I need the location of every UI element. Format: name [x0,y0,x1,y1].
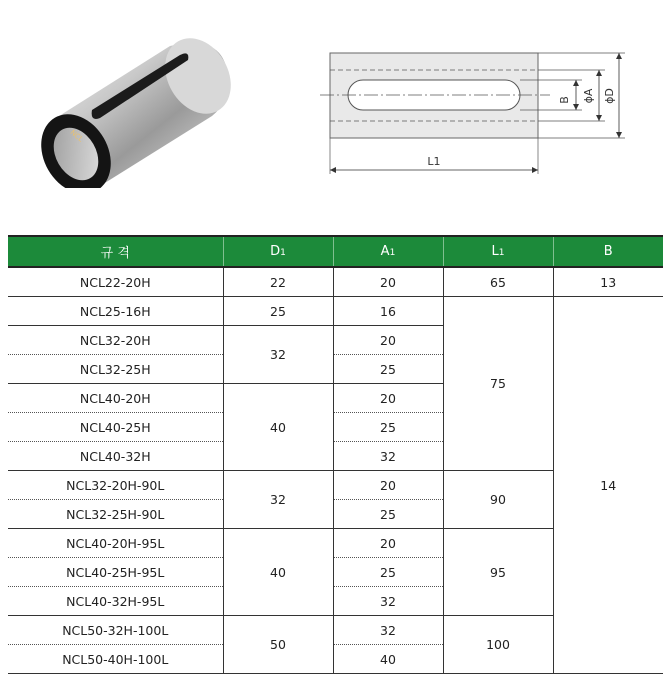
header-l1: L1 [443,236,553,267]
spec-name: NCL40-25H [8,413,223,442]
spec-name: NCL32-25H [8,355,223,384]
product-photo [30,38,235,188]
label-phi-a: ϕA [582,88,595,104]
a1-value: 20 [333,267,443,297]
d1-value: 32 [223,326,333,384]
a1-value: 20 [333,471,443,500]
a1-value: 25 [333,500,443,529]
d1-value: 50 [223,616,333,674]
a1-value: 20 [333,326,443,355]
d1-value: 25 [223,297,333,326]
b-value: 13 [553,267,663,297]
a1-value: 25 [333,413,443,442]
header-a1: A1 [333,236,443,267]
a1-value: 32 [333,587,443,616]
a1-value: 32 [333,442,443,471]
l1-value: 65 [443,267,553,297]
a1-value: 32 [333,616,443,645]
d1-value: 40 [223,529,333,616]
a1-value: 25 [333,355,443,384]
d1-value: 40 [223,384,333,471]
a1-value: 20 [333,384,443,413]
d1-value: 32 [223,471,333,529]
l1-value: 75 [443,297,553,471]
a1-value: 25 [333,558,443,587]
label-b: B [558,96,571,104]
label-l1: L1 [427,155,441,168]
b-value: 14 [553,297,663,674]
header-spec: 규 격 [8,236,223,267]
technical-drawing [320,38,640,178]
table-row [8,267,663,297]
spec-name: NCL40-32H [8,442,223,471]
table-row [8,297,663,326]
spec-name: NCL50-32H-100L [8,616,223,645]
l1-value: 95 [443,529,553,616]
spec-name: NCL25-16H [8,297,223,326]
spec-name: NCL40-20H [8,384,223,413]
spec-name: NCL40-20H-95L [8,529,223,558]
spec-name: NCL32-20H-90L [8,471,223,500]
svg-text:NCL: NCL [68,128,85,144]
spec-name: NCL40-32H-95L [8,587,223,616]
spec-name: NCL40-25H-95L [8,558,223,587]
table-header-row [8,236,663,267]
spec-name: NCL32-25H-90L [8,500,223,529]
a1-value: 16 [333,297,443,326]
spec-name: NCL22-20H [8,267,223,297]
l1-value: 100 [443,616,553,674]
a1-value: 40 [333,645,443,674]
l1-value: 90 [443,471,553,529]
header-b: B [553,236,663,267]
spec-name: NCL32-20H [8,326,223,355]
label-phi-d: ϕD [603,88,616,104]
a1-value: 20 [333,529,443,558]
header-d1: D1 [223,236,333,267]
d1-value: 22 [223,267,333,297]
spec-table [8,235,663,674]
spec-name: NCL50-40H-100L [8,645,223,674]
